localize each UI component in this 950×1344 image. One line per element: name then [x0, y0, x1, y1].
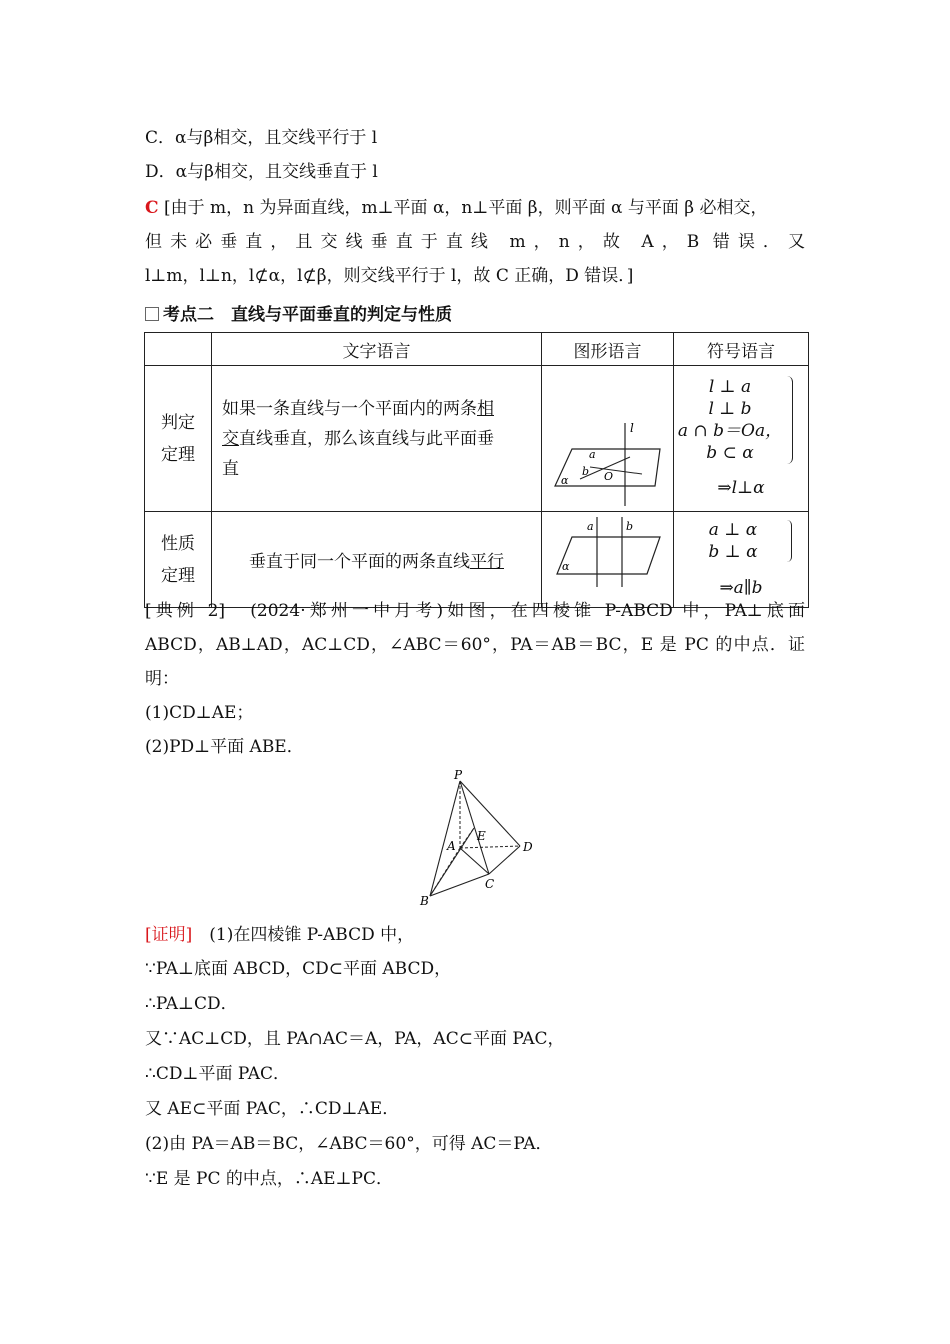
- option-d: D．α与β相交，且交线垂直于 l: [145, 162, 378, 182]
- proof-tag: [证明]: [145, 925, 193, 945]
- fig-label-alpha: α: [562, 560, 570, 573]
- brace: [786, 376, 793, 464]
- example-question-2: (2)PD⊥平面 ABE．: [145, 737, 304, 757]
- sym-line: l ⊥ b: [708, 398, 752, 419]
- pyramid-figure: [412, 768, 542, 910]
- label-A: A: [447, 839, 456, 853]
- theorem-table: [144, 332, 809, 608]
- example-question-1: (1)CD⊥AE；: [145, 703, 254, 723]
- section-title: [145, 300, 452, 325]
- criterion-text-a: 如果一条直线与一个平面内的两条: [222, 398, 477, 419]
- proof-line-7: (2)由 PA＝AB＝BC，∠ABC＝60°，可得 AC＝PA．: [145, 1134, 553, 1154]
- criterion-text-b: 相: [477, 398, 494, 419]
- fig-label-b: b: [582, 465, 590, 478]
- row-label-property: [145, 512, 212, 608]
- edge-CD: [489, 846, 520, 874]
- criterion-text-d: 直线垂直，那么该直线与此平面垂: [239, 428, 494, 449]
- section-icon: [145, 307, 159, 321]
- answer-line-2: 但未必垂直，且交线垂直于直线 m，n，故 A，B 错误．又: [145, 232, 805, 252]
- sym-line: a ⊥ α: [708, 519, 758, 540]
- label-D: D: [523, 840, 533, 854]
- answer-text-1: [由于 m，n 为异面直线，m⊥平面 α，n⊥平面 β，则平面 α 与平面 β 必相交，: [163, 198, 768, 218]
- header-symbol-language: 符号语言: [674, 333, 809, 366]
- header-figure-language: 图形语言: [542, 333, 674, 366]
- label-line: 判定: [161, 412, 195, 433]
- header-cell-empty: [145, 333, 212, 366]
- sym-line: a ∩ b＝O: [677, 420, 755, 441]
- edge-PC: [460, 781, 489, 874]
- property-figure: [542, 512, 674, 608]
- proof-text-1: (1)在四棱锥 P-ABCD 中，: [192, 925, 415, 945]
- criterion-text-e: 直: [222, 458, 239, 479]
- property-symbols: [674, 512, 809, 608]
- edge-AD: [460, 846, 520, 848]
- fig-label-alpha: α: [561, 474, 569, 487]
- criterion-text-c: 交: [222, 428, 239, 449]
- property-text-a: 垂直于同一个平面的两条直线: [249, 552, 470, 572]
- sym-line: a，: [754, 420, 783, 441]
- fig-label-l: l: [630, 421, 634, 435]
- segment-AE: [460, 828, 474, 848]
- proof-line-1: [145, 924, 414, 946]
- sym-line: b ⊂ α: [706, 442, 754, 463]
- table-row-property: [145, 512, 809, 608]
- criterion-symbols: [674, 366, 809, 512]
- edge-BC: [430, 874, 489, 896]
- brace: [786, 520, 792, 562]
- sym-conclusion: ⇒l⊥α: [717, 477, 765, 498]
- label-C: C: [485, 877, 495, 891]
- sym-line: b ⊥ α: [708, 541, 758, 562]
- sym-line: l ⊥ a: [708, 376, 752, 397]
- header-text-language: 文字语言: [212, 333, 542, 366]
- option-c: C．α与β相交，且交线平行于 l: [145, 128, 378, 148]
- proof-line-6: 又 AE⊂平面 PAC，∴CD⊥AE．: [145, 1099, 400, 1119]
- criterion-figure: [542, 366, 674, 512]
- example-line-3: 明：: [145, 669, 179, 689]
- proof-line-2: ∵PA⊥底面 ABCD，CD⊂平面 ABCD，: [145, 959, 452, 979]
- answer-letter: C: [145, 198, 159, 218]
- fig-label-O: O: [604, 470, 614, 483]
- label-E: E: [477, 829, 486, 843]
- label-line: 定理: [161, 565, 195, 586]
- label-P: P: [454, 768, 463, 782]
- proof-line-8: ∵E 是 PC 的中点，∴AE⊥PC．: [145, 1169, 394, 1189]
- proof-line-4: 又∵AC⊥CD，且 PA∩AC＝A，PA，AC⊂平面 PAC，: [145, 1029, 565, 1049]
- property-text: [212, 512, 542, 608]
- label-line: 定理: [161, 444, 195, 465]
- label-B: B: [420, 894, 429, 908]
- answer-line-3: l⊥m，l⊥n，l⊄α，l⊄β，则交线平行于 l，故 C 正确，D 错误．]: [145, 266, 634, 286]
- fig-label-a: a: [589, 448, 596, 461]
- section-title-text: 考点二 直线与平面垂直的判定与性质: [163, 305, 452, 325]
- line-b: [590, 467, 642, 474]
- proof-line-3: ∴PA⊥CD．: [145, 994, 238, 1014]
- property-diagram: [542, 512, 673, 602]
- answer-line-1: [145, 197, 805, 219]
- example-line-1: [典例 2] (2024·郑州一中月考)如图，在四棱锥 P-ABCD 中，PA⊥底面: [145, 601, 805, 621]
- proof-line-5: ∴CD⊥平面 PAC．: [145, 1064, 291, 1084]
- sym-conclusion: ⇒a∥b: [719, 577, 763, 598]
- row-label-criterion: [145, 366, 212, 512]
- criterion-text: [212, 366, 542, 512]
- criterion-diagram: [542, 366, 673, 506]
- example-line-2: ABCD，AB⊥AD，AC⊥CD，∠ABC＝60°，PA＝AB＝BC，E 是 PC 的中点．证: [145, 635, 805, 655]
- label-line: 性质: [161, 533, 195, 554]
- fig-label-b: b: [626, 520, 634, 533]
- property-text-b: 平行: [470, 552, 504, 572]
- table-header-row: [145, 333, 809, 366]
- plane-alpha: [557, 537, 660, 574]
- table-row-criterion: [145, 366, 809, 512]
- fig-label-a: a: [587, 520, 594, 533]
